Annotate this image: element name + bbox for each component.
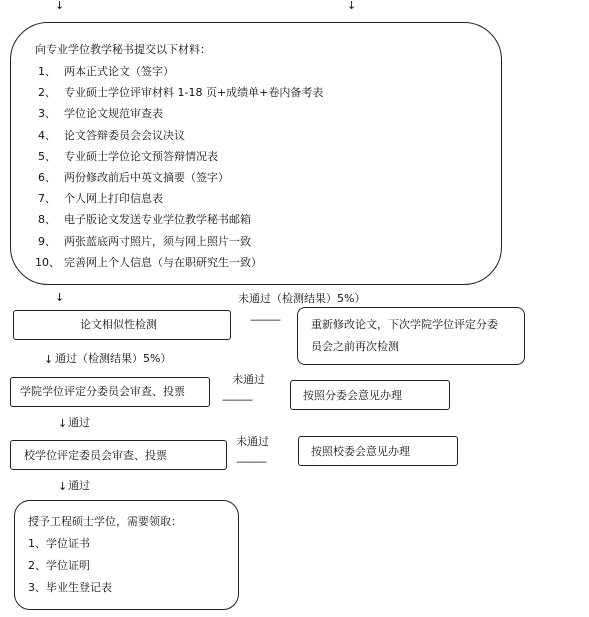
arrow-down-icon: ↓ bbox=[58, 480, 68, 493]
arrow-down-icon: ↓ bbox=[55, 291, 65, 304]
arrow-down-icon: ↓ bbox=[55, 0, 65, 12]
college-fail-label: 未通过 bbox=[232, 373, 265, 386]
college-review-label: 学院学位评定分委员会审查、投票 bbox=[20, 385, 185, 398]
similarity-fail-label: 未通过（检测结果）5%） bbox=[238, 292, 366, 305]
material-item-text: 两张蓝底两寸照片，须与网上照片一致 bbox=[64, 234, 251, 248]
material-item-number: 8、 bbox=[38, 213, 56, 227]
material-item-text: 专业硕士学位评审材料 1-18 页+成绩单+卷内备考表 bbox=[64, 86, 324, 100]
material-item-number: 7、 bbox=[38, 192, 56, 206]
arrow-down-icon: ↓ bbox=[347, 0, 357, 12]
material-item-number: 10、 bbox=[35, 255, 60, 269]
degree-award-heading: 授予工程硕士学位，需要领取： bbox=[28, 515, 182, 528]
university-pass-label: 通过 bbox=[68, 479, 90, 492]
material-item-text: 专业硕士学位论文预答辩情况表 bbox=[64, 149, 218, 163]
material-item-text: 两本正式论文（签字） bbox=[64, 65, 174, 78]
similarity-fail-result-line2: 员会之前再次检测 bbox=[311, 340, 399, 353]
material-item-number: 6、 bbox=[38, 171, 56, 184]
material-item-text: 两份修改前后中英文摘要（签字） bbox=[64, 171, 229, 184]
university-fail-label: 未通过 bbox=[236, 435, 269, 448]
arrow-down-icon: ↓ bbox=[58, 417, 68, 430]
university-fail-result: 按照校委会意见办理 bbox=[311, 445, 410, 458]
material-item-number: 1、 bbox=[38, 65, 56, 78]
materials-heading: 向专业学位教学秘书提交以下材料： bbox=[35, 43, 211, 56]
material-item-text: 完善网上个人信息（与在职研究生一致） bbox=[64, 255, 262, 269]
college-pass-label: 通过 bbox=[68, 416, 90, 429]
material-item-number: 2、 bbox=[38, 86, 56, 100]
material-item-text: 个人网上打印信息表 bbox=[64, 192, 163, 206]
similarity-pass-label: 通过（检测结果）5%） bbox=[55, 352, 172, 365]
material-item-text: 论文答辩委员会会议决议 bbox=[64, 128, 185, 142]
material-item-text: 学位论文规范审查表 bbox=[64, 107, 163, 121]
degree-award-item: 3、毕业生登记表 bbox=[28, 581, 112, 594]
university-review-label: 校学位评定委员会审查、投票 bbox=[24, 449, 167, 462]
arrow-down-icon: ↓ bbox=[44, 353, 54, 366]
material-item-number: 4、 bbox=[38, 128, 56, 142]
material-item-number: 9、 bbox=[38, 234, 56, 248]
dash-connector: ——— bbox=[236, 455, 266, 468]
similarity-check-label: 论文相似性检测 bbox=[80, 318, 157, 331]
degree-award-item: 2、学位证明 bbox=[28, 559, 90, 572]
material-item-number: 3、 bbox=[38, 107, 56, 121]
material-item-number: 5、 bbox=[38, 149, 56, 163]
college-fail-result: 按照分委会意见办理 bbox=[303, 389, 402, 402]
degree-award-item: 1、学位证书 bbox=[28, 537, 90, 550]
material-item-text: 电子版论文发送专业学位教学秘书邮箱 bbox=[64, 213, 251, 227]
similarity-fail-result-line1: 重新修改论文，下次学院学位评定分委 bbox=[311, 318, 498, 331]
dash-connector: ——— bbox=[222, 393, 252, 406]
dash-connector: ——— bbox=[250, 313, 280, 326]
similarity-fail-result-box bbox=[297, 307, 525, 365]
